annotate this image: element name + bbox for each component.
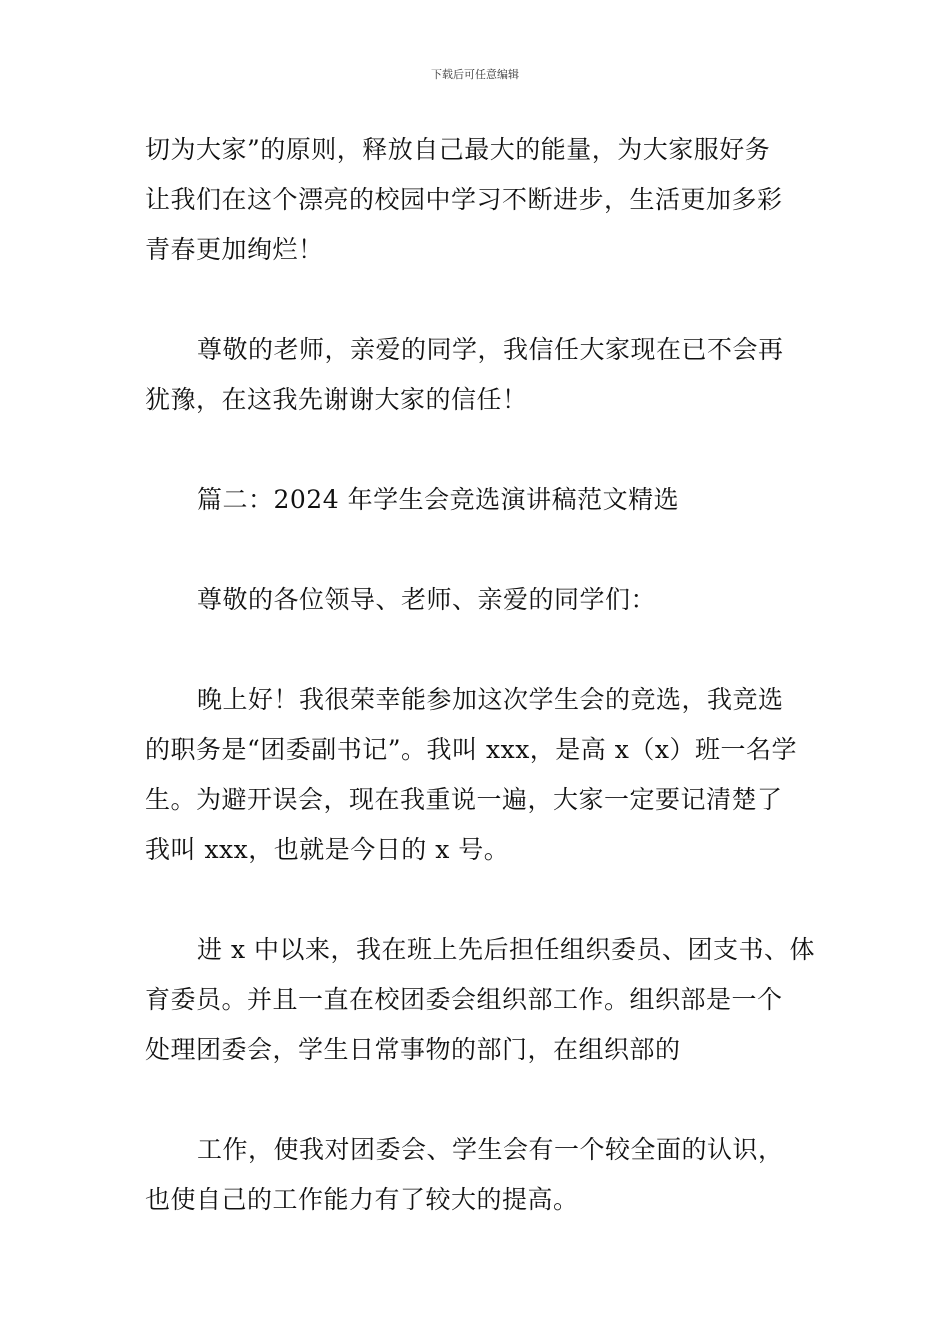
text-line: 让我们在这个漂亮的校园中学习不断进步，生活更加多彩 xyxy=(145,185,783,214)
paragraph-gap xyxy=(145,1075,810,1125)
text-line: 篇二：2024 年学生会竞选演讲稿范文精选 xyxy=(197,485,680,514)
section-heading xyxy=(145,475,810,525)
paragraph-1 xyxy=(145,125,810,275)
paragraph-6 xyxy=(145,925,815,1075)
text-line: 育委员。并且一直在校团委会组织部工作。组织部是一个 xyxy=(145,985,783,1014)
text-line: 的职务是“团委副书记”。我叫 xxx，是高 x（x）班一名学 xyxy=(145,735,797,764)
paragraph-5 xyxy=(145,675,810,875)
paragraph-gap xyxy=(145,425,810,475)
paragraph-2 xyxy=(145,325,810,425)
paragraph-gap xyxy=(145,525,810,575)
text-line: 晚上好！我很荣幸能参加这次学生会的竞选，我竞选 xyxy=(197,685,784,714)
text-line: 切为大家”的原则，释放自己最大的能量，为大家服好务 xyxy=(145,135,771,164)
text-line: 尊敬的老师，亲爱的同学，我信任大家现在已不会再 xyxy=(197,335,784,364)
document-body xyxy=(145,125,815,1225)
paragraph-gap xyxy=(145,875,810,925)
text-line: 处理团委会，学生日常事物的部门，在组织部的 xyxy=(145,1035,681,1064)
text-line: 尊敬的各位领导、老师、亲爱的同学们： xyxy=(197,585,657,614)
text-line: 进 x 中以来，我在班上先后担任组织委员、团支书、体 xyxy=(197,935,815,964)
paragraph-gap xyxy=(145,625,810,675)
paragraph-7 xyxy=(145,1125,810,1225)
text-line: 我叫 xxx，也就是今日的 x 号。 xyxy=(145,835,510,864)
text-line: 也使自己的工作能力有了较大的提高。 xyxy=(145,1185,579,1214)
text-line: 生。为避开误会，现在我重说一遍，大家一定要记清楚了 xyxy=(145,785,783,814)
text-line: 青春更加绚烂！ xyxy=(145,235,324,264)
page-header-note: 下载后可任意编辑 xyxy=(431,68,519,81)
text-line: 犹豫，在这我先谢谢大家的信任！ xyxy=(145,385,528,414)
paragraph-gap xyxy=(145,275,810,325)
text-line: 工作，使我对团委会、学生会有一个较全面的认识， xyxy=(197,1135,784,1164)
salutation xyxy=(145,575,810,625)
